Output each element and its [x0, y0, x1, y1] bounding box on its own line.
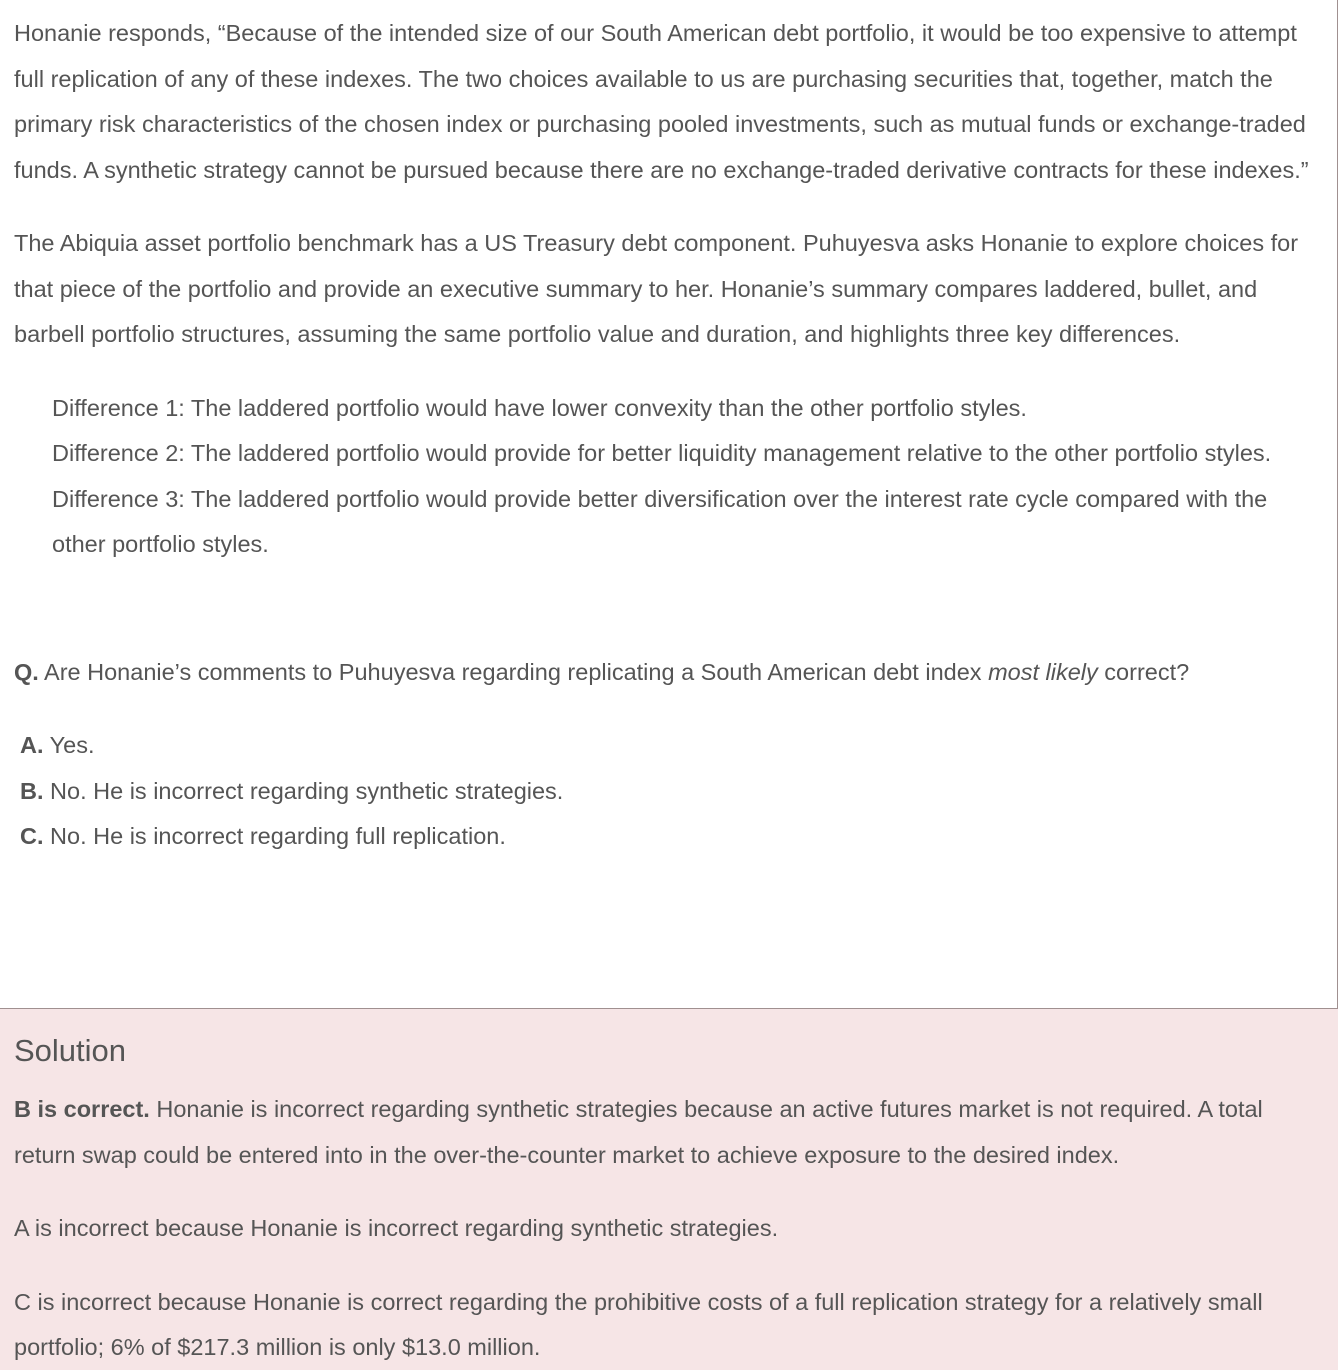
option-text: Yes.	[43, 732, 95, 758]
option-letter: B.	[20, 777, 44, 804]
question-emphasis: most likely	[988, 658, 1098, 685]
option-letter: A.	[20, 732, 44, 758]
question-stem	[14, 650, 1323, 696]
question-text-end: correct?	[1097, 658, 1190, 685]
option-b[interactable]	[20, 769, 1323, 815]
option-a[interactable]	[20, 723, 1323, 769]
question-text: Are Honanie’s comments to Puhuyesva regarding replicating a South American debt index	[38, 658, 989, 685]
solution-explanation: A is incorrect because Honanie is incorrect regarding synthetic strategies.	[14, 1215, 779, 1241]
solution-title: Solution	[14, 1033, 127, 1068]
difference-item: Difference 3: The laddered portfolio would provide better diversification over the interest rate cycle compared with the other portfolio styles.	[52, 485, 1268, 557]
option-letter: C.	[20, 823, 44, 849]
question-content	[0, 11, 1337, 860]
solution-panel	[0, 1008, 1338, 1370]
correct-answer-text: Honanie is incorrect regarding synthetic strategies because an active futures market is not required. A total return swap could be entered into in the over-the-counter market to achieve exposure to the desired index.	[14, 1096, 1263, 1168]
option-text: No. He is incorrect regarding synthetic strategies.	[43, 777, 564, 804]
option-c[interactable]	[20, 814, 1323, 860]
solution-explanation: C is incorrect because Honanie is correct regarding the prohibitive costs of a full replication strategy for a relatively small portfolio; 6% of $217.3 million is only $13.0 million.	[14, 1288, 1263, 1360]
solution-correct-explanation	[14, 1087, 1324, 1178]
vignette-paragraph: The Abiquia asset portfolio benchmark has a US Treasury debt component. Puhuyesva asks Honanie to explore choices for that piece of the portfolio and provide an executive summary to her. Honanie’s summary compares laddered, bullet, and barbell portfolio structures, assuming the same portfolio value and duration, and highlights three key differences.	[14, 230, 1299, 347]
differences-list	[52, 386, 1323, 568]
difference-item: Difference 1: The laddered portfolio would have lower convexity than the other portfolio styles.	[52, 394, 1027, 421]
option-text: No. He is incorrect regarding full replication.	[43, 823, 506, 849]
question-label: Q.	[14, 658, 39, 685]
correct-answer-label: B is correct.	[14, 1096, 150, 1122]
vignette-paragraph: Honanie responds, “Because of the intended size of our South American debt portfolio, it would be too expensive to attempt full replication of any of these indexes. The two choices available to us are purchasing securities that, together, match the primary risk characteristics of the chosen index or purchasing pooled investments, such as mutual funds or exchange-traded funds. A synthetic strategy cannot be pursued because there are no exchange-traded derivative contracts for these indexes.”	[14, 20, 1309, 183]
difference-item: Difference 2: The laddered portfolio would provide for better liquidity management relative to the other portfolio styles.	[52, 440, 1272, 466]
answer-options	[20, 723, 1323, 860]
